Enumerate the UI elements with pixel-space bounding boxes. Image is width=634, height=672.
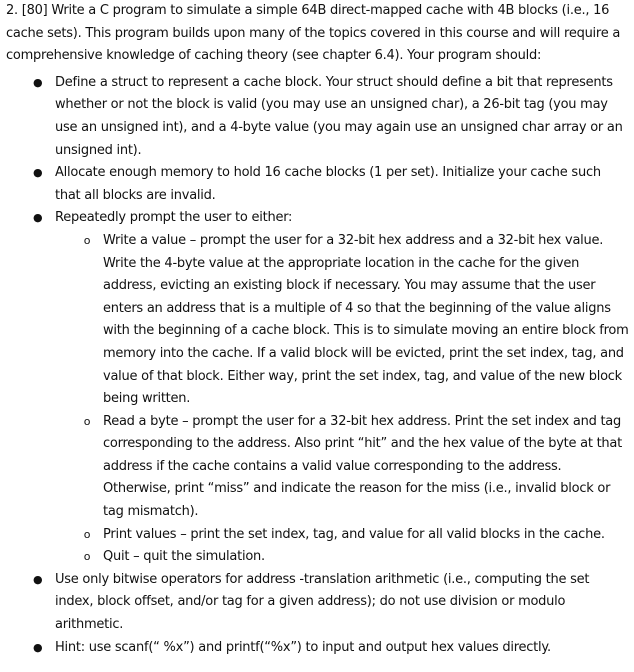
circle-bullet-icon: o [83, 550, 91, 564]
bullet-icon: ● [33, 75, 43, 89]
option-text: Quit – quit the simulation. [103, 549, 265, 565]
bullet-icon: ● [33, 166, 43, 180]
circle-bullet-icon: o [83, 527, 91, 541]
requirement-item [6, 637, 630, 660]
circle-bullet-icon: o [83, 414, 91, 428]
requirement-item [6, 162, 630, 207]
bullet-icon: ● [33, 211, 43, 225]
problem-intro: 2. [80] Write a C program to simulate a simple 64B direct-mapped cache with 4B blocks (i.e., 16 cache sets). This program builds upon many of the topics covered in this course and will require a comprehensive knowledge of caching theory (see chapter 6.4). Your program should: [6, 3, 621, 64]
requirement-item [6, 72, 630, 162]
requirement-text: Repeatedly prompt the user to either: [55, 210, 293, 226]
bullet-icon: ● [33, 640, 43, 654]
option-text: Read a byte – prompt the user for a 32-bit hex address. Print the set index and tag corresponding to the address. Also print “hit” and the hex value of the byte at that address if the cache contains a valid value corresponding to the address. Otherwise, print “miss” and indicate the reason for the miss (i.e., invalid block or tag mismatch). [103, 413, 622, 520]
requirement-text: Use only bitwise operators for address -translation arithmetic (i.e., computing the set index, block offset, and/or tag for a given address); do not use division or modulo arithmetic. [55, 571, 590, 633]
option-item [55, 411, 630, 524]
bullet-icon: ● [33, 572, 43, 586]
option-text: Print values – print the set index, tag, and value for all valid blocks in the cache. [103, 526, 605, 542]
requirement-text: Hint: use scanf(“ %x”) and printf(“%x”) to input and output hex values directly. [55, 639, 551, 655]
requirements-list [6, 72, 630, 659]
option-item [55, 230, 630, 411]
requirement-text: Define a struct to represent a cache block. Your struct should define a bit that represents whether or not the block is valid (you may use an unsigned char), a 26-bit tag (you may use an unsigned int), and a 4-byte value (you may again use an unsigned char array or an unsigned int). [55, 74, 623, 158]
option-item [55, 546, 630, 569]
requirement-item [6, 569, 630, 637]
option-item [55, 524, 630, 547]
user-options-list [55, 230, 630, 569]
requirement-text: Allocate enough memory to hold 16 cache blocks (1 per set). Initialize your cache such that all blocks are invalid. [55, 165, 601, 203]
circle-bullet-icon: o [83, 233, 91, 247]
requirement-item [6, 207, 630, 569]
option-text: Write a value – prompt the user for a 32-bit hex address and a 32-bit hex value. Write the 4-byte value at the appropriate location in the cache for the given address, evicting an existing block if necessary. You may assume that the user enters an address that is a multiple of 4 so that the beginning of the value aligns with the beginning of a cache block. This is to simulate moving an entire block from memory into the cache. If a valid block will be evicted, print the set index, tag, and value of that block. Either way, print the set index, tag, and value of the new block being written. [103, 232, 629, 407]
